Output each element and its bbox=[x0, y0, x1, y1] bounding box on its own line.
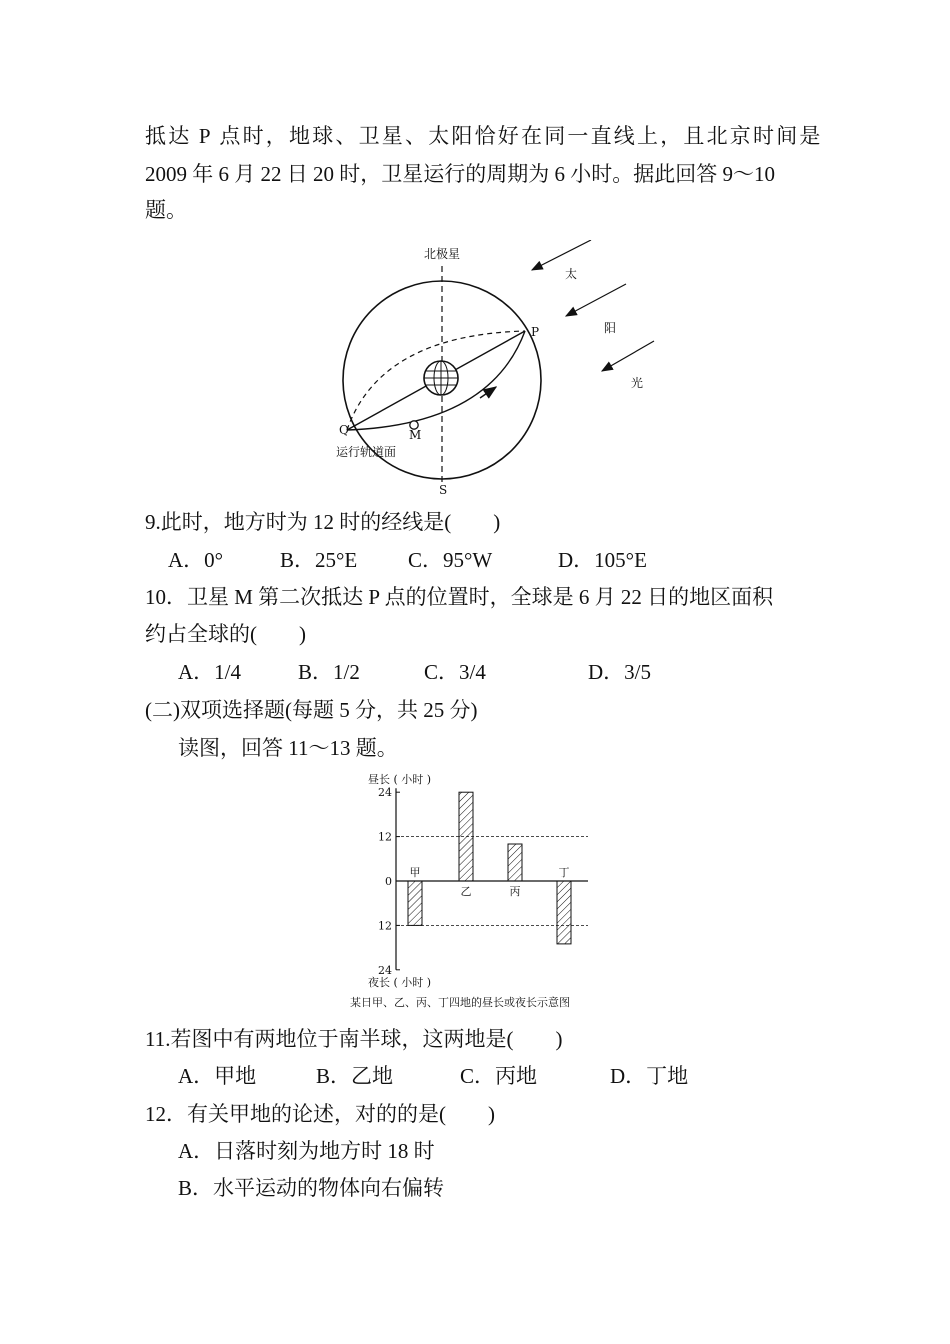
chart-title: 某日甲、乙、丙、丁四地的昼长或夜长示意图 bbox=[350, 996, 570, 1009]
bar-4 bbox=[557, 881, 571, 944]
north-star-label: 北极星 bbox=[424, 247, 461, 261]
q10-stem-line-2: 约占全球的( ) bbox=[145, 622, 306, 646]
q11-option-a[interactable]: A．甲地 bbox=[178, 1064, 257, 1088]
q10-option-b[interactable]: B．1/2 bbox=[298, 660, 360, 684]
q11-options bbox=[178, 1064, 688, 1088]
orbit-direction-arrow bbox=[480, 387, 496, 398]
earth-globe-icon bbox=[424, 361, 458, 395]
sunlight-label-char: 光 bbox=[631, 376, 644, 390]
y-tick-label: 24 bbox=[378, 963, 392, 977]
chart-plot-area bbox=[378, 786, 588, 977]
q10-options bbox=[178, 660, 651, 684]
q11-option-d[interactable]: D．丁地 bbox=[610, 1064, 689, 1088]
bar-1 bbox=[408, 881, 422, 925]
satellite-orbit-diagram bbox=[320, 240, 670, 498]
q12-option-b[interactable]: B．水平运动的物体向右偏转 bbox=[178, 1176, 445, 1200]
intro-line-2: 2009 年 6 月 22 日 20 时，卫星运行的周期为 6 小时。据此回答 9～10 bbox=[145, 162, 775, 186]
q11-option-b[interactable]: B．乙地 bbox=[316, 1064, 394, 1088]
q12-option-a[interactable]: A．日落时刻为地方时 18 时 bbox=[178, 1139, 435, 1163]
south-label: S bbox=[439, 483, 448, 497]
q10-stem-line-1: 10．卫星 M 第二次抵达 P 点的位置时，全球是 6 月 22 日的地区面积 bbox=[145, 585, 774, 609]
q9-option-c[interactable]: C．95°W bbox=[408, 548, 493, 572]
category-label: 丁 bbox=[558, 866, 570, 879]
intro-line-1: 抵达 P 点时，地球、卫星、太阳恰好在同一直线上，且北京时间是 bbox=[145, 124, 823, 148]
category-label: 乙 bbox=[460, 885, 472, 898]
sunlight-arrow bbox=[602, 341, 654, 371]
q10-option-a[interactable]: A．1/4 bbox=[178, 660, 241, 684]
sunlight-label-char: 太 bbox=[565, 267, 578, 281]
q9-option-b[interactable]: B．25°E bbox=[280, 548, 358, 572]
section-heading: (二)双项选择题(每题 5 分，共 25 分) bbox=[145, 698, 478, 722]
q10-option-c[interactable]: C．3/4 bbox=[424, 660, 486, 684]
q9-option-a[interactable]: A．0° bbox=[168, 548, 224, 572]
y-tick-label: 12 bbox=[378, 830, 392, 844]
q9-stem: 9.此时，地方时为 12 时的经线是( ) bbox=[145, 510, 501, 534]
q9-options bbox=[168, 548, 647, 572]
y-axis-label-bottom: 夜长 ( 小时 ) bbox=[368, 976, 432, 989]
point-m-label: M bbox=[409, 428, 422, 442]
q10-option-d[interactable]: D．3/5 bbox=[588, 660, 651, 684]
y-axis-label-top: 昼长 ( 小时 ) bbox=[368, 773, 432, 786]
y-tick-label: 12 bbox=[378, 919, 392, 933]
bar-3 bbox=[508, 844, 522, 881]
q11-option-c[interactable]: C．丙地 bbox=[460, 1064, 538, 1088]
point-q-label: Q bbox=[339, 423, 349, 437]
category-label: 甲 bbox=[409, 866, 421, 879]
sunlight-arrow bbox=[566, 284, 626, 316]
bar-2 bbox=[459, 792, 473, 881]
category-label: 丙 bbox=[509, 885, 521, 898]
intro-line-3: 题。 bbox=[145, 198, 187, 222]
q9-option-d[interactable]: D．105°E bbox=[558, 548, 647, 572]
y-tick-label: 0 bbox=[385, 875, 392, 888]
orbit-plane-label: 运行轨道面 bbox=[336, 445, 397, 459]
sunlight-arrow bbox=[532, 240, 591, 270]
section-instruction: 读图，回答 11～13 题。 bbox=[178, 736, 398, 760]
q12-stem: 12．有关甲地的论述，对的的是( ) bbox=[145, 1102, 495, 1126]
sunlight-label-char: 阳 bbox=[604, 321, 617, 335]
q11-stem: 11.若图中有两地位于南半球，这两地是( ) bbox=[145, 1027, 563, 1051]
day-night-length-chart bbox=[330, 768, 630, 1016]
point-p-label: P bbox=[531, 325, 540, 339]
y-tick-label: 24 bbox=[378, 786, 392, 800]
